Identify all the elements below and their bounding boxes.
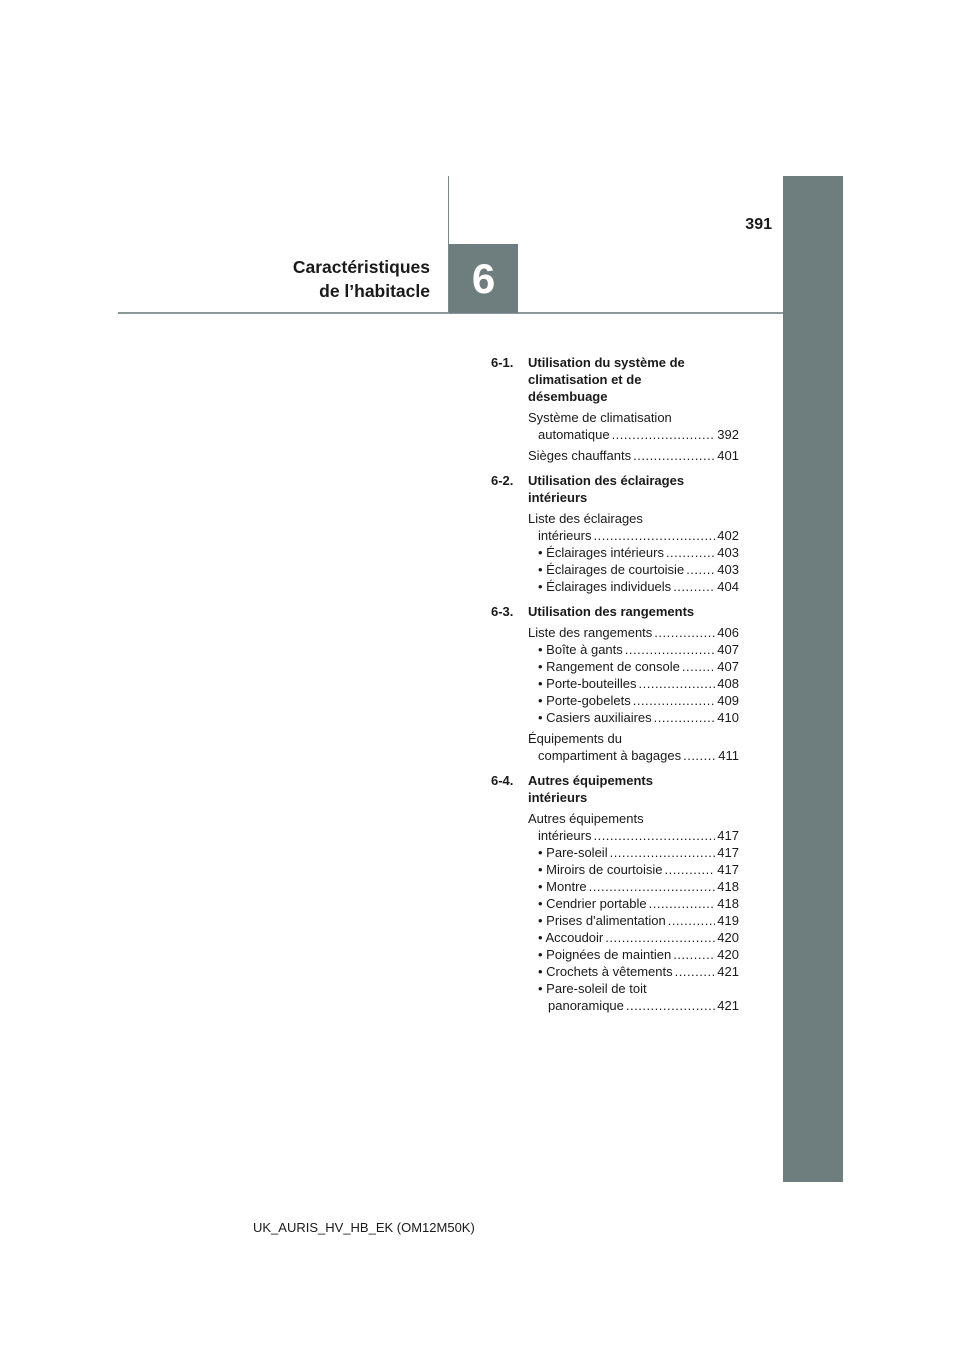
toc-entry-row[interactable] — [538, 895, 739, 912]
chapter-title — [293, 255, 430, 303]
toc-section-title-line: intérieurs — [528, 490, 588, 505]
toc-entry-text: compartiment à bagages — [538, 748, 682, 763]
toc-section — [491, 772, 739, 1014]
toc-sub-entry — [538, 912, 739, 929]
dot-leader — [633, 447, 715, 464]
toc-section-heading[interactable] — [491, 472, 739, 506]
toc-entry-row[interactable] — [528, 426, 739, 443]
toc-entry-row[interactable] — [538, 963, 739, 980]
dot-leader — [673, 578, 715, 595]
toc-entry-row[interactable] — [528, 747, 739, 764]
toc-entry-text: Sièges chauffants — [528, 448, 632, 463]
toc-entry-text: • Miroirs de courtoisie — [538, 862, 663, 877]
toc-page-number: 407 — [717, 659, 739, 674]
toc-entry-text: • Montre — [538, 879, 587, 894]
dot-leader — [666, 544, 715, 561]
toc-entry-row[interactable] — [528, 827, 739, 844]
toc-sub-entry — [538, 895, 739, 912]
chapter-side-tab — [783, 176, 843, 1182]
toc-entry-row[interactable] — [538, 709, 739, 726]
toc-page-number: 417 — [717, 828, 739, 843]
chapter-number-box — [449, 244, 518, 313]
toc-entry — [528, 810, 739, 1014]
toc-entry — [528, 510, 739, 595]
toc-section-number: 6-2. — [491, 473, 514, 488]
toc-entry-row[interactable] — [538, 929, 739, 946]
toc-entry-text: • Cendrier portable — [538, 896, 647, 911]
toc-entry-row[interactable] — [538, 544, 739, 561]
dot-leader — [668, 912, 716, 929]
toc-sub-entry — [538, 844, 739, 861]
toc-entry-text: • Éclairages individuels — [538, 579, 672, 594]
toc-page-number: 421 — [717, 964, 739, 979]
dot-leader — [610, 844, 716, 861]
toc-page-number: 404 — [717, 579, 739, 594]
toc-page-number: 407 — [717, 642, 739, 657]
dot-leader — [654, 624, 715, 641]
toc-section — [491, 354, 739, 464]
toc-sub-entry — [538, 675, 739, 692]
toc-entry-row[interactable] — [528, 527, 739, 544]
toc-page-number: 417 — [717, 862, 739, 877]
dot-leader — [654, 709, 716, 726]
toc-entry-row[interactable] — [538, 675, 739, 692]
dot-leader — [664, 861, 715, 878]
toc-page-number: 418 — [717, 896, 739, 911]
toc-entry — [528, 624, 739, 726]
toc-section-title-line: Utilisation des rangements — [528, 604, 695, 619]
toc-sub-entry — [538, 929, 739, 946]
toc-entry-row[interactable] — [528, 447, 739, 464]
toc-sub-entry — [538, 544, 739, 561]
dot-leader — [686, 561, 715, 578]
toc-page-number: 420 — [717, 947, 739, 962]
toc-page-number: 420 — [717, 930, 739, 945]
toc-section-title-line: intérieurs — [528, 790, 588, 805]
toc-entry — [528, 409, 739, 443]
toc-entry-row[interactable] — [538, 912, 739, 929]
dot-leader — [649, 895, 716, 912]
dot-leader — [625, 641, 716, 658]
toc-entry-text: • Prises d'alimentation — [538, 913, 666, 928]
toc-sub-entry — [538, 980, 739, 1014]
toc-page-number: 403 — [717, 545, 739, 560]
toc-page-number: 418 — [717, 879, 739, 894]
toc-section-title-line: Autres équipements — [528, 773, 653, 788]
toc-page-number: 421 — [717, 998, 739, 1013]
dot-leader — [593, 827, 715, 844]
toc-sub-entry — [538, 561, 739, 578]
toc-page-number: 403 — [717, 562, 739, 577]
toc-entry-row[interactable] — [538, 641, 739, 658]
toc-entry-text: Système de climatisation — [528, 410, 672, 425]
toc-page-number: 392 — [717, 427, 739, 442]
toc-sub-entry — [538, 946, 739, 963]
toc-entry-row[interactable] — [538, 578, 739, 595]
toc-entry-text: • Éclairages de courtoisie — [538, 562, 685, 577]
toc-entry-text: • Crochets à vêtements — [538, 964, 673, 979]
toc-section-heading[interactable] — [491, 354, 739, 405]
toc-entry-row[interactable] — [538, 658, 739, 675]
toc-entry — [528, 447, 739, 464]
toc-section-title-line: désembuage — [528, 389, 608, 404]
dot-leader — [673, 946, 715, 963]
chapter-title-line-1: Caractéristiques — [292, 257, 430, 277]
toc-entry-text: Liste des éclairages — [528, 511, 643, 526]
dot-leader — [682, 658, 715, 675]
toc-page-number: 402 — [717, 528, 739, 543]
toc-page-number: 419 — [717, 913, 739, 928]
dot-leader — [683, 747, 716, 764]
toc-entry-row[interactable] — [538, 878, 739, 895]
toc-entry — [528, 730, 739, 764]
toc-entry-text: • Casiers auxiliaires — [538, 710, 652, 725]
toc-page-number: 406 — [717, 625, 739, 640]
chapter-number: 6 — [471, 254, 496, 302]
dot-leader — [612, 426, 716, 443]
toc-section-number: 6-1. — [491, 355, 514, 370]
toc-sub-entry — [538, 878, 739, 895]
toc-page-number: 401 — [717, 448, 739, 463]
toc-page-number: 410 — [717, 710, 739, 725]
toc-page-number: 417 — [717, 845, 739, 860]
dot-leader — [639, 675, 716, 692]
toc-section-number: 6-3. — [491, 604, 514, 619]
toc-entry-text: • Éclairages intérieurs — [538, 545, 664, 560]
toc-entry-text: • Boîte à gants — [538, 642, 623, 657]
toc-entry-row[interactable] — [538, 861, 739, 878]
toc-page-number: 411 — [718, 748, 739, 763]
toc-entry-text: Équipements du — [528, 731, 622, 746]
toc-sub-entry — [538, 861, 739, 878]
toc-entry-text: Liste des rangements — [528, 625, 653, 640]
toc-entry-text: panoramique — [548, 998, 624, 1013]
toc-entry-text: automatique — [538, 427, 610, 442]
toc-entry-text: • Accoudoir — [538, 930, 604, 945]
toc-sub-entry — [538, 692, 739, 709]
toc-entry-text: • Pare-soleil de toit — [538, 981, 647, 996]
toc-sub-entry — [538, 578, 739, 595]
page-number: 391 — [745, 216, 772, 233]
table-of-contents — [491, 354, 739, 1022]
toc-page-number: 409 — [717, 693, 739, 708]
toc-entry-row[interactable] — [528, 624, 739, 641]
toc-entry-text: • Porte-bouteilles — [538, 676, 637, 691]
toc-entry-text: • Pare-soleil — [538, 845, 608, 860]
toc-sub-entry — [538, 709, 739, 726]
toc-section-heading[interactable] — [491, 772, 739, 806]
toc-entry-text: intérieurs — [538, 528, 592, 543]
toc-section-title-line: Utilisation des éclairages — [528, 473, 685, 488]
toc-entry-text: • Porte-gobelets — [538, 693, 631, 708]
toc-entry-text: intérieurs — [538, 828, 592, 843]
toc-section — [491, 603, 739, 764]
toc-entry-row[interactable] — [538, 997, 739, 1014]
toc-section-title-line: Utilisation du système de — [528, 355, 685, 370]
toc-section — [491, 472, 739, 595]
toc-sub-entry — [538, 963, 739, 980]
toc-entry-row[interactable] — [538, 946, 739, 963]
toc-entry-text: Autres équipements — [528, 811, 644, 826]
dot-leader — [633, 692, 716, 709]
document-code-footer: UK_AURIS_HV_HB_EK (OM12M50K) — [253, 1220, 475, 1235]
dot-leader — [626, 997, 715, 1014]
dot-leader — [593, 527, 715, 544]
toc-section-heading[interactable] — [491, 603, 739, 620]
toc-section-title-line: climatisation et de — [528, 372, 642, 387]
toc-entry-row[interactable] — [538, 844, 739, 861]
dot-leader — [589, 878, 716, 895]
toc-section-number: 6-4. — [491, 773, 514, 788]
chapter-title-line-2: de l’habitacle — [319, 281, 430, 301]
toc-entry-row[interactable] — [538, 692, 739, 709]
toc-entry-text: • Poignées de maintien — [538, 947, 672, 962]
toc-sub-entry — [538, 658, 739, 675]
toc-page-number: 408 — [717, 676, 739, 691]
toc-entry-text: • Rangement de console — [538, 659, 680, 674]
toc-sub-entry — [538, 641, 739, 658]
dot-leader — [605, 929, 715, 946]
toc-entry-row[interactable] — [538, 561, 739, 578]
dot-leader — [675, 963, 716, 980]
